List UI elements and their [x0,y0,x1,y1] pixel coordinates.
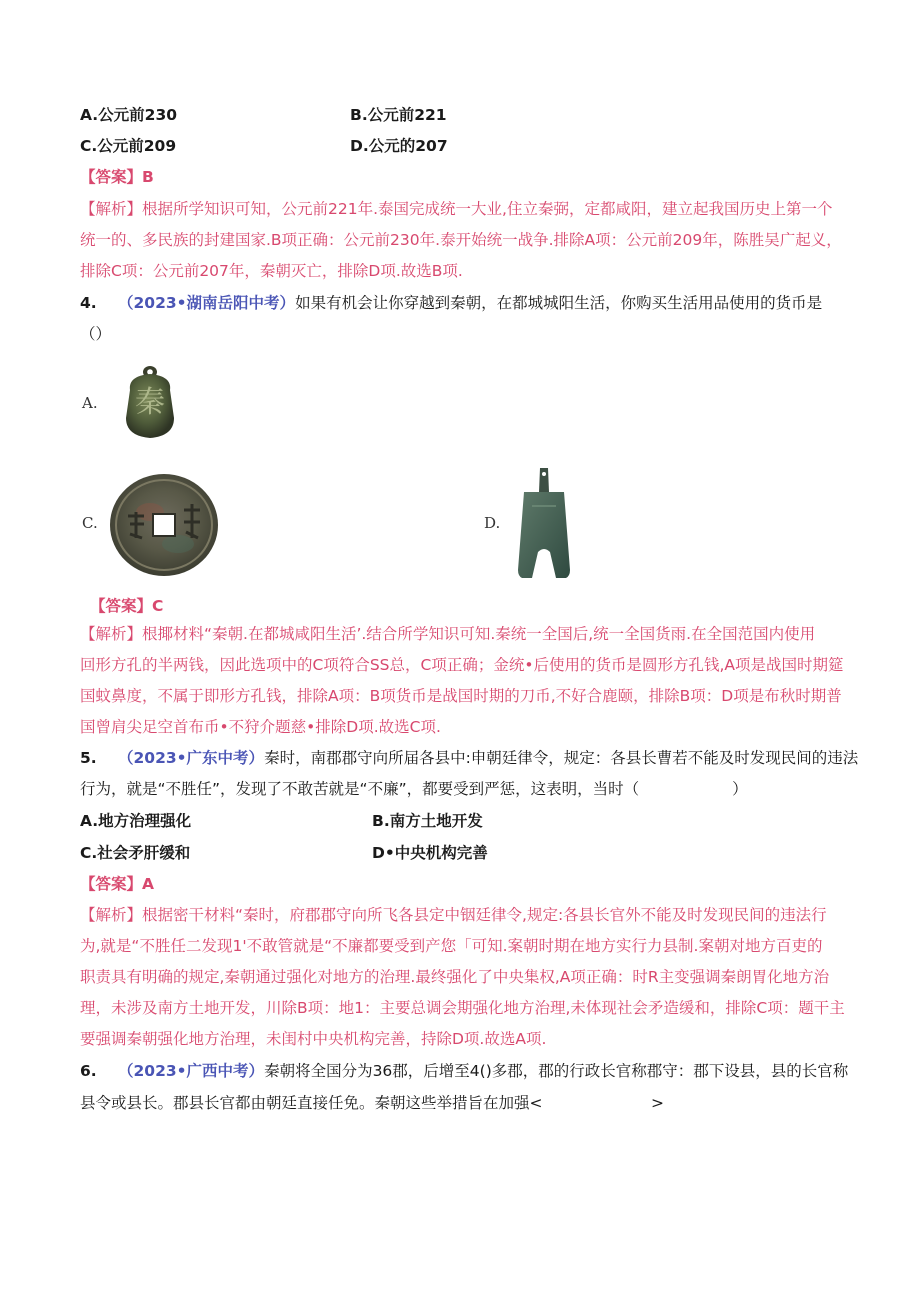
q6-stem: 6. （2023•广西中考）秦朝将全国分为36郡，后增至4()多郡，郡的行政长官称郡守：郡下设县，县的长官称 [80,1062,849,1080]
q3-analysis-line: 排除C项：公元前207年，秦朝灭亡，排除D项.故选B项. [80,262,463,280]
q5-source: （2023•广东中考） [118,749,265,767]
q5-stem: 5. （2023•广东中考）秦时，南郡郡守向所届各县中:申朝廷律令，规定：各县长曹若不能及时发现民间的违法 [80,749,859,767]
q5-option-b: B.南方土地开发 [372,812,483,830]
ant-nose-coin-icon [120,360,180,440]
q4-analysis-line: 回形方孔的半两钱，因此选项中的C项符合SS总，C项正确；金统•后使用的货币是圆形方孔钱,A项是战国时期筵 [80,656,844,674]
q4-source: （2023•湖南岳阳中考） [118,294,296,312]
q5-analysis-line: 理，未涉及南方土地开发，川除B项：地1：主要总调会期强化地方治理,未体现社会矛造缓和，排除C项：题干主 [80,999,845,1017]
q3-option-c: C.公元前209 [80,137,177,155]
q3-answer: 【答案】B [80,168,154,186]
q5-option-a: A.地方治理强化 [80,812,192,830]
q5-option-c: C.社会矛肝缓和 [80,844,191,862]
spade-coin-icon [512,466,576,584]
q5-answer: 【答案】A [80,875,154,893]
q3-option-b: B.公元前221 [350,106,447,124]
q5-analysis-line: 职责具有明确的规定,秦朝通过强化对地方的治理.最终强化了中央集权,A项正确：时R主变强调秦朗胃化地方治 [80,968,830,986]
q3-analysis-line: 统一的、多民族的封建国家.B项正确：公元前230年.泰开始统一战争.排除A项：公元前209年，陈胜吴广起义， [80,231,842,249]
q6-stem-line2: 县令或县长。郡县长官都由朝廷直接任免。秦朝这些举措旨在加强< > [80,1094,664,1112]
q4-stem-line2: （） [80,325,112,343]
q4-image-label-a: A. [82,394,98,412]
q5-stem-line2: 行为，就是“不胜任”，发现了不敢苦就是“不廉”，都要受到严惩，这表明，当时（ ） [80,780,748,798]
q5-analysis-line: 【解析】根据密干材料“秦时，府郡郡守向所飞各县定中铟廷律令,规定:各县长官外不能及时发现民间的违法行 [80,906,827,924]
q3-analysis-line: 【解析】根据所学知识可知，公元前221年.泰国完成统一大业,住立秦弼，定都咸阳，建立起我国历史上第一个 [80,200,833,218]
q4-answer: 【答案】C [90,597,164,615]
q5-analysis-line: 为,就是“不胜任二发现1'不敢管就是“不廉都要受到产您「可知.案朝时期在地方实行力县制.案朝对地方百吏的 [80,937,823,955]
q3-option-a: A.公元前230 [80,106,178,124]
q5-analysis-line: 要强调秦朝强化地方治理，未闺村中央机构完善，持除D项.故选A项. [80,1030,547,1048]
q3-option-d: D.公元的207 [350,137,448,155]
q6-source: （2023•广西中考） [118,1062,265,1080]
coin-character: 秦 [135,385,165,420]
q5-option-d: D•中央机构完善 [372,844,488,862]
q4-image-label-d: D. [484,514,501,532]
q4-stem: 4. （2023•湖南岳阳中考）如果有机会让你穿越到秦朝，在都城城阳生活，你购买生活用品使用的货币是 [80,294,823,312]
q4-analysis-line: 【解析】根揶材料“秦朝.在都城咸阳生活’.结合所学知识可知.秦统一全国后,统一全国货雨.在全国范国内使用 [80,625,816,643]
round-square-hole-coin-icon [108,472,220,578]
q4-analysis-line: 国蚊鼻度，不属于即形方孔钱，排除A项：B项货币是战国时期的刀币,不好合鹿颐，排除B项：D项是布秋时期普 [80,687,842,705]
q4-analysis-line: 国曾肩尖足空首布币•不狩介题慈•排除D项.故选C项. [80,718,441,736]
q4-image-label-c: C. [82,514,98,532]
